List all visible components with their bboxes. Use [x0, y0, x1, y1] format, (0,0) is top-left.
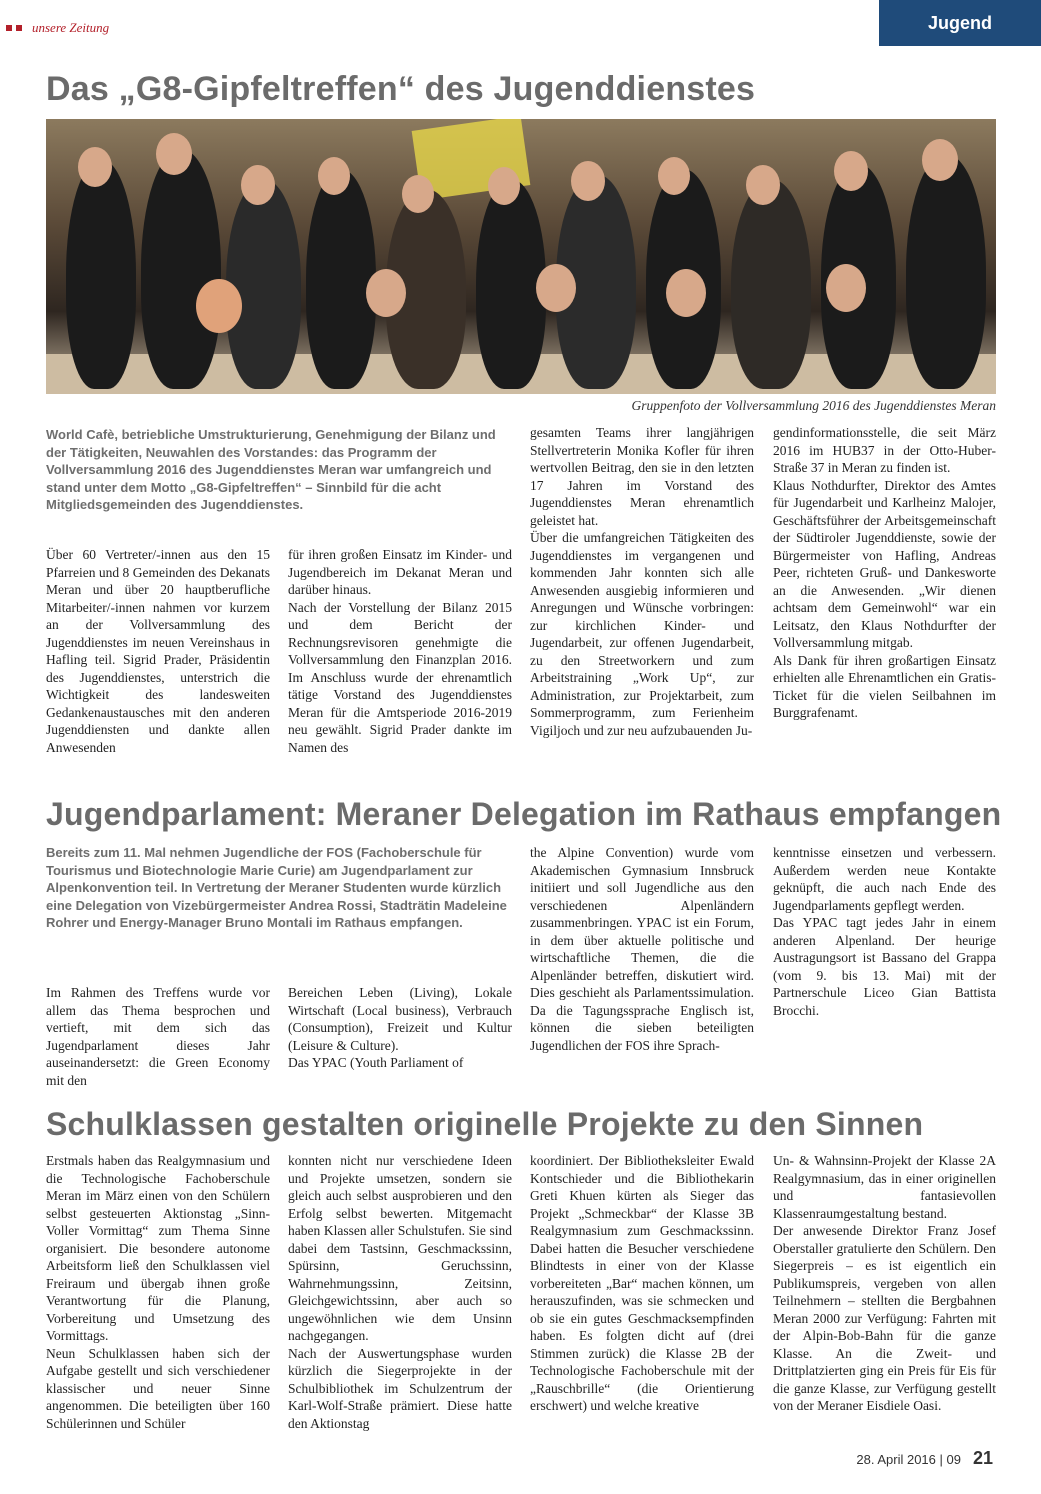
article-title: Das „G8-Gipfeltreffen“ des Jugenddienstes	[46, 70, 756, 108]
article-lead: World Cafè, betriebliche Umstrukturierung, Genehmigung der Bilanz und der Tätigkeiten, Neuwahlen des Vorstandes: das Programm der Vollversammlung 2016 des Jugenddienstes Meran war umfangreich und stand unter dem Motto „G8-Gipfeltreffen“ – Sinnbild für die acht Mitgliedsgemeinden des Jugenddienstes.	[46, 427, 496, 512]
text-column: koordiniert. Der Bibliotheksleiter Ewald Kontschieder und die Bibliothekarin Greti Khuen kürten als Sieger das Projekt „Schmeckbar“ der Klasse 3B Realgymnasium zum Geschmackssinn. Dabei hatten die Besucher verschiedene Blindtests in einer von der Klasse vorbereiteten „Bar“ machen können, um herauszufinden, was sie schmecken und ob sie ein gutes Geschmacksempfinden haben. Es folgten dicht auf (drei Stimmen zurück) die Klasse 2B der Technologische Fachoberschule mit der „Rauschbrille“ (die Orientierung erschwert) und welche kreative	[530, 1153, 754, 1413]
group-photo	[46, 119, 996, 394]
text-column: Erstmals haben das Realgymnasium und die Technologische Fachoberschule Meran im März einen von den Schülern selbst gesteuerten Aktionstag „Sinn-Voller Vormittag“ zum Thema Sinne organisiert. Die besondere autonome Arbeitsform ließ den Schulklassen viel Freiraum und übergab ihnen große Verantwortung für die Planung, Vorbereitung und Umsetzung des Vormittags. Neun Schulklassen haben sich der Aufgabe gestellt und sich verschiedener klassischer und neuer Sinne angenommen. Die beteiligten über 160 Schülerinnen und Schüler	[46, 1153, 270, 1431]
text-column: the Alpine Convention) wurde vom Akademischen Gymnasium Innsbruck initiiert und soll Jugendliche aus den verschiedenen Alpenländern zusammenbringen. YPAC ist ein Forum, in dem über aktuelle politische und wirtschaftliche Themen, die die Alpenländer betreffen, diskutiert wird. Dies geschieht als Parlamentssimulation. Da die Tagungssprache Englisch ist, können die sieben beteiligten Jugendlichen der FOS ihre Sprach-	[530, 845, 754, 1053]
text-column: kenntnisse einsetzen und verbessern. Außerdem werden neue Kontakte geknüpft, die auch nach Ende des Jugendparlaments gepflegt werden. Das YPAC tagt jedes Jahr in einem anderen Alpenland. Der heurige Austragungsort ist Bassano del Grappa (vom 9. bis 13. Mai) mit der Partnerschule Liceo Gian Battista Brocchi.	[773, 845, 996, 1018]
text-column: gendinformationsstelle, die seit März 2016 im HUB37 in der Otto-Huber-Straße 37 in Meran zu finden ist. Klaus Nothdurfter, Direktor des Amtes für Jugendarbeit und Karlheinz Malojer, Geschäftsführer der Arbeitsgemeinschaft der Südtiroler Jugenddienste, sowie der Bürgermeister von Hafling, Andreas Peer, richteten Gruß- und Dankesworte an die Anwesenden. „Wir dienen achtsam dem Gemeinwohl“ war ein Leitsatz, den Klaus Nothdurfter der Vollversammlung mitgab. Als Dank für ihren großartigen Einsatz erhielten alle Ehrenamtlichen ein Gratis-Ticket für die vielen Seilbahnen im Burggrafenamt.	[773, 425, 996, 720]
brand-logo: unsere Zeitung	[32, 20, 110, 35]
masthead-square-icon	[16, 25, 22, 31]
text-column: konnten nicht nur verschiedene Ideen und Projekte umsetzen, sondern sie gleich auch selbst ausprobieren und den Erfolg selbst bewerten. Mitgemacht haben Klassen aller Schulstufen. Sie sind dabei dem Tastsinn, Geschmackssinn, Spürsinn, Geruchssinn, Wahrnehmungssinn, Zeitsinn, Gleichgewichtssinn, aber auch so ungewöhnlichen wie dem Unsinn nachgegangen. Nach der Auswertungsphase wurden kürzlich die Siegerprojekte in der Schulbibliothek im Schulzentrum der Karl-Wolf-Straße prämiert. Diese hatte den Aktionstag	[288, 1153, 512, 1431]
issue-date: 28. April 2016 | 09	[856, 1452, 961, 1467]
page-number: 21	[972, 1448, 993, 1468]
text-column: Über 60 Vertreter/-innen aus den 15 Pfarreien und 8 Gemeinden des Dekanats Meran und über 20 hauptberufliche Mitarbeiter/-innen nahmen vor kurzem an der Vollversammlung des Jugenddienstes im neuen Vereinshaus in Hafling teil. Sigrid Prader, Präsidentin des Jugenddienstes, unterstrich die Wichtigkeit des landesweiten Gedankenaustausches mit den anderen Jugenddiensten und dankte allen Anwesenden	[46, 547, 270, 755]
article-title: Jugendparlament: Meraner Delegation im Rathaus empfangen	[46, 796, 1002, 832]
text-column: Bereichen Leben (Living), Lokale Wirtschaft (Local business), Verbrauch (Consumption), Freizeit und Kultur (Leisure & Culture). Das YPAC (Youth Parliament of	[288, 985, 512, 1070]
text-column: Im Rahmen des Treffens wurde vor allem das Thema besprochen und vertieft, mit dem sich das Jugendparlament dieses Jahr auseinandersetzt: die Green Economy mit den	[46, 985, 270, 1088]
text-column: gesamten Teams ihrer langjährigen Stellvertreterin Monika Kofler für ihren wertvollen Beitrag, den sie in den letzten 17 Jahren im Vorstand des Jugenddienstes Meran ehrenamtlich geleistet hat. Über die umfangreichen Tätigkeiten des Jugenddienstes im vergangenen und kommenden Jahr konnten sich alle Anwesenden ausgiebig informieren und Anregungen und Wünsche vorbringen: zur kirchlichen Kinder- und Jugendarbeit, zur offenen Jugendarbeit, zu den Streetworkern und zum Arbeitstraining „Work Up“, zur Administration, zur Projektarbeit, zum Sommerprogramm, zum Ferienheim Vigiljoch und zur neu aufzubauenden Ju-	[530, 425, 754, 738]
text-column: Un- & Wahnsinn-Projekt der Klasse 2A Realgymnasium, das in einer originellen und fantasievollen Klassenraumgestaltung bestand. Der anwesende Direktor Franz Josef Oberstaller gratulierte den Schülern. Den Siegerpreis – es ist eigentlich ein Publikumspreis, vergeben von allen Teilnehmern – stellten die Bergbahnen Meran 2000 zur Verfügung: Fahrten mit der Alpin-Bob-Bahn für die ganze Klasse. An die Zweit- und Drittplatzierten ging ein Preis für Eis für die ganze Klasse, zur Verfügung gestellt von der Meraner Eisdiele Oasi.	[773, 1153, 996, 1413]
page-footer	[856, 1448, 993, 1469]
article-lead: Bereits zum 11. Mal nehmen Jugendliche der FOS (Fachoberschule für Tourismus und Biotechnologie Marie Curie) am Jugendparlament zur Alpenkonvention teil. In Vertretung der Meraner Studenten wurde kürzlich eine Delegation von Vizebürgermeister Andrea Rossi, Stadträtin Madeleine Rohrer und Energy-Manager Bruno Montali im Rathaus empfangen.	[46, 845, 507, 930]
text-column: für ihren großen Einsatz im Kinder- und Jugendbereich im Dekanat Meran und darüber hinaus. Nach der Vorstellung der Bilanz 2015 und dem Bericht der Rechnungsrevisoren genehmigte die Vollversammlung den Finanzplan 2016. Im Anschluss wurde der ehrenamtlich tätige Vorstand des Jugenddienstes Meran für die Amtsperiode 2016-2019 neu gewählt. Sigrid Prader dankte im Namen des	[288, 547, 512, 755]
section-tab: Jugend	[879, 0, 1041, 46]
masthead	[6, 20, 109, 36]
masthead-square-icon	[6, 25, 12, 31]
article-title: Schulklassen gestalten originelle Projekte zu den Sinnen	[46, 1106, 924, 1142]
photo-caption: Gruppenfoto der Vollversammlung 2016 des Jugenddienstes Meran	[631, 398, 996, 413]
